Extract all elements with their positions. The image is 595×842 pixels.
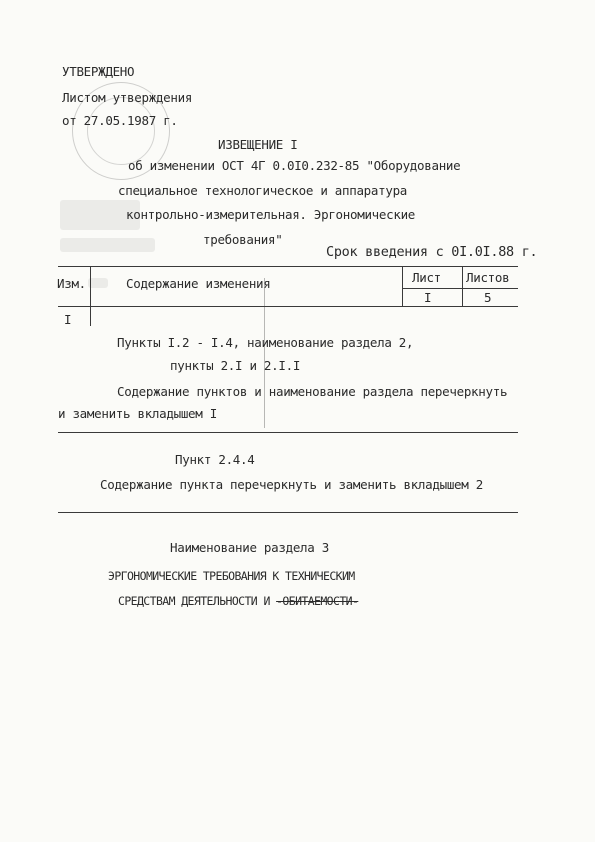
item-1-heading-cont: пункты 2.I и 2.I.I [170,358,301,373]
table-col-divider [90,266,91,326]
item-separator [58,512,518,513]
section-title-line-2 [118,594,358,608]
item-2-heading: Пункт 2.4.4 [175,452,255,467]
notice-title: ИЗВЕЩЕНИЕ I [218,137,298,152]
table-col-divider [402,266,403,306]
effective-date: Срок введения с 0I.0I.88 г. [326,244,538,260]
table-header-change-number: Изм. [57,276,86,291]
notice-line-4: требования" [203,232,283,247]
table-header-rule [58,306,518,307]
table-change-number-value: I [64,312,72,327]
table-sheets-value: 5 [484,290,492,305]
notice-line-3: контрольно-измерительная. Эргономические [126,207,416,222]
table-col-divider [462,266,463,306]
approval-sheet-line: Листом утверждения [62,90,193,105]
scan-smudge [88,278,108,288]
table-top-rule [58,266,518,267]
item-1-heading: Пункты I.2 - I.4, наименование раздела 2, [117,335,414,350]
section-heading: Наименование раздела 3 [170,540,329,555]
item-2-text: Содержание пункта перечеркнуть и заменить вкладышем 2 [100,477,483,492]
table-header-sheet: Лист [412,270,441,285]
section-title-kept: СРЕДСТВАМ ДЕЯТЕЛЬНОСТИ И [118,594,277,608]
approval-date: от 27.05.1987 г. [62,113,178,128]
item-1-text: Содержание пунктов и наименование раздела перечеркнуть [117,384,508,399]
table-header-content: Содержание изменения [126,276,271,291]
approved-label: УТВЕРЖДЕНО [62,64,135,79]
section-title-line-1: ЭРГОНОМИЧЕСКИЕ ТРЕБОВАНИЯ К ТЕХНИЧЕСКИМ [108,569,355,583]
table-sheet-value: I [424,290,432,305]
notice-line-1: об изменении ОСТ 4Г 0.0I0.232-85 "Оборудование [128,158,461,173]
notice-line-2: специальное технологическое и аппаратура [118,183,408,198]
scan-smudge [60,238,155,252]
fold-crease [264,278,265,428]
item-separator [58,432,518,433]
table-header-sheets: Листов [466,270,510,285]
item-1-text-cont: и заменить вкладышем I [58,406,217,421]
table-sheet-rule [402,288,518,289]
section-title-struck: -ОБИТАЕМОСТИ- [276,594,359,608]
